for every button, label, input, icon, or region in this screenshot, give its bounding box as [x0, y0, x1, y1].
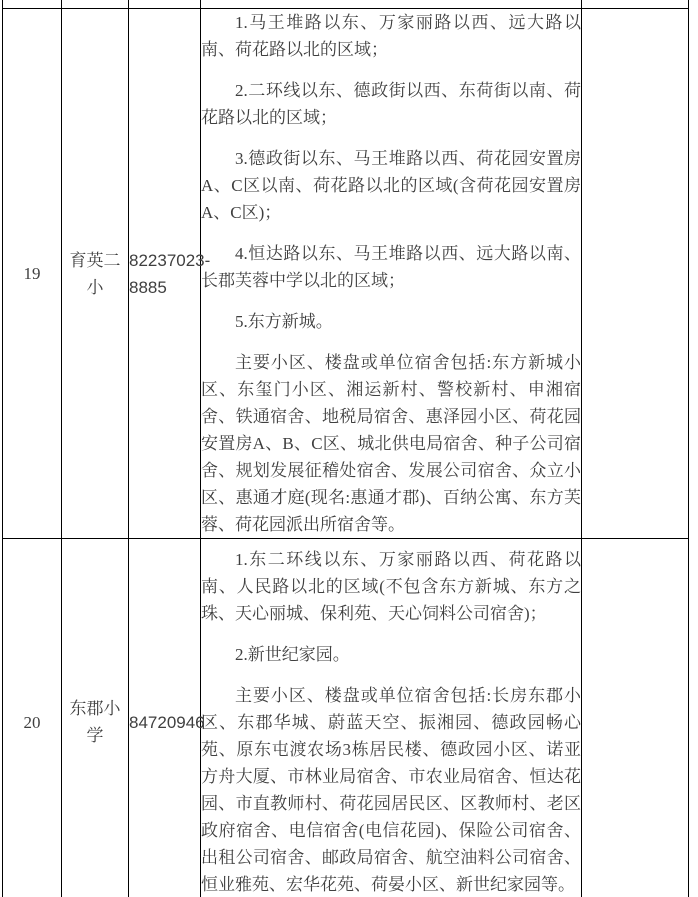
district-description-cell	[201, 9, 582, 539]
district-paragraph: 1.东二环线以东、万家丽路以西、荷花路以南、人民路以北的区域(不包含东方新城、东方之珠、天心丽城、保利苑、天心饲料公司宿舍)；	[201, 550, 581, 623]
district-paragraph: 主要小区、楼盘或单位宿舍包括:长房东郡小区、东郡华城、蔚蓝天空、振湘园、德政园畅心苑、原东屯渡农场3栋居民楼、德政园小区、诺亚方舟大厦、市林业局宿舍、市农业局宿舍、恒达花园、市直教师村、荷花园居民区、区教师村、老区政府宿舍、电信宿舍(电信花园)、保险公司宿舍、出租公司宿舍、邮政局宿舍、航空油料公司宿舍、恒业雅苑、宏华花苑、荷晏小区、新世纪家园等。	[201, 686, 581, 894]
school-name-cell: 东郡小学	[62, 539, 129, 897]
table-row-partial-top	[3, 0, 689, 9]
table-row-19	[3, 9, 689, 539]
school-name-cell: 育英二小	[62, 9, 129, 539]
phone-cell: 84720946	[129, 539, 201, 897]
district-paragraph: 1.马王堆路以东、万家丽路以西、远大路以南、荷花路以北的区域；	[201, 13, 581, 59]
district-paragraph: 3.德政街以东、马王堆路以西、荷花园安置房A、C区以南、荷花路以北的区域(含荷花园安置房A、C区)；	[201, 149, 581, 222]
row-number-cell: 19	[3, 9, 62, 539]
district-paragraph: 主要小区、楼盘或单位宿舍包括:东方新城小区、东玺门小区、湘运新村、警校新村、申湘宿舍、铁通宿舍、地税局宿舍、惠泽园小区、荷花园安置房A、B、C区、城北供电局宿舍、种子公司宿舍、规划发展征稽处宿舍、发展公司宿舍、众立小区、惠通才庭(现名:惠通才郡)、百纳公寓、东方芙蓉、荷花园派出所宿舍等。	[201, 353, 581, 534]
notes-cell	[582, 9, 689, 539]
table-row-20	[3, 539, 689, 897]
row-number-cell	[3, 0, 62, 9]
school-name-cell	[62, 0, 129, 9]
district-description-cell	[201, 0, 582, 9]
district-paragraph: 2.新世纪家园。	[235, 645, 350, 664]
row-number-cell: 20	[3, 539, 62, 897]
district-paragraph: 4.恒达路以东、马王堆路以西、远大路以南、长郡芙蓉中学以北的区域；	[201, 244, 581, 290]
school-district-table	[2, 0, 689, 897]
district-description-cell	[201, 539, 582, 897]
notes-cell	[582, 539, 689, 897]
phone-cell	[129, 0, 201, 9]
phone-cell: 82237023-8885	[129, 9, 201, 539]
district-paragraph: 2.二环线以东、德政街以西、东荷街以南、荷花路以北的区域；	[201, 81, 581, 127]
district-paragraph: 5.东方新城。	[235, 312, 333, 331]
notes-cell	[582, 0, 689, 9]
